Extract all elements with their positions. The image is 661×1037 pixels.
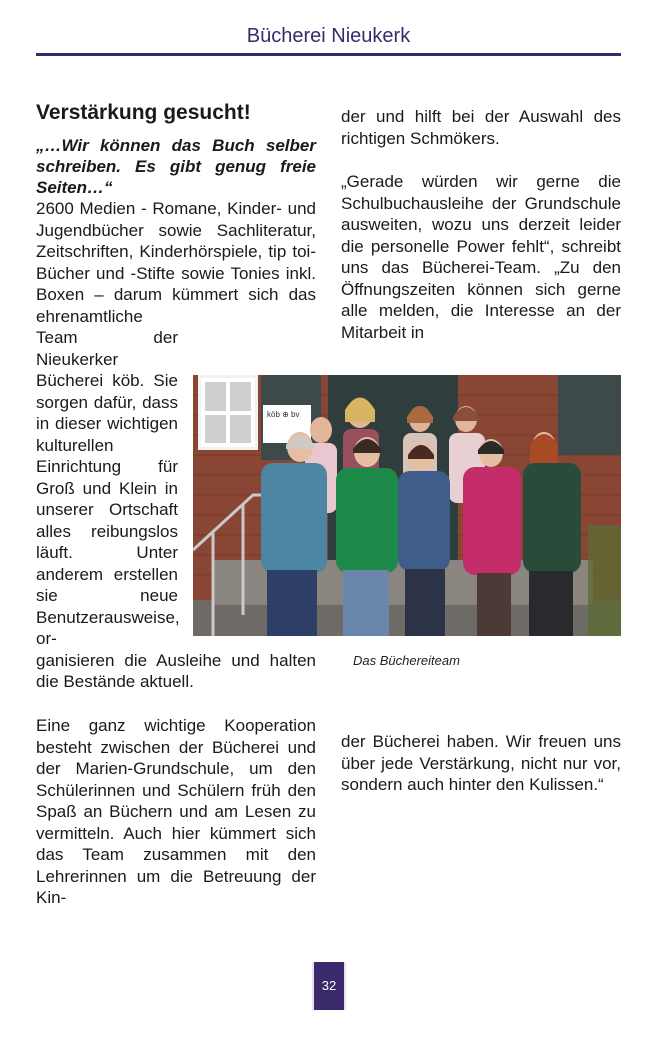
paragraph-2: Eine ganz wichtige Kooperation besteht zwischen der Bücherei und der Marien-Grundschule, um den Schülerinnen und Schülern früh den Spaß an Büchern und am Lesen zu vermitteln. Auch hier kümmert sich das Team zusammen mit den Lehrerinnen um die Betreuung der Kin- [36,716,316,907]
paragraph-1-narrow: Team der Nieukerker Bücherei köb. Sie sorgen dafür, dass in dieser wichtigen kulturellen Einrichtung für Groß und Klein in unserer Ortschaft alles reibungslos läuft. Unter anderem erstellen sie neue Benutzerausweise, or- [36,328,180,648]
article-title: Verstärkung gesucht! [36,101,251,124]
right-paragraph-2: „Gerade würden wir gerne die Schulbuchausleihe der Grundschule ausweiten, wozu uns derzeit leider die personelle Power fehlt“, schreibt uns das Bücherei-Team. „Zu den Öffnungszeiten können sich gerne alle melden, die Interesse an der Mitarbeit in [341,172,621,342]
team-photo [193,375,621,636]
page-header [36,20,621,56]
photo-sign-text: köb ⊕ bv [267,410,300,419]
right-paragraph-3: der Bücherei haben. Wir freuen uns über jede Verstärkung, nicht nur vor, sondern auch hinter den Kulissen.“ [341,732,621,794]
article-quote: „…Wir können das Buch selber schreiben. Es gibt genug freie Seiten…“ [36,136,316,197]
right-column-bottom [341,731,621,796]
paragraph-1-wide: 2600 Medien - Romane, Kinder- und Jugendbücher sowie Sachliteratur, Zeitschriften, Kinderhörspiele, tip toi-Bücher und -Stifte sowie Tonies inkl. Boxen – darum kümmert sich das ehrenamtliche [36,199,316,326]
paragraph-1-end: ganisieren die Ausleihe und halten die Bestände aktuell. [36,650,316,691]
page-number: 32 [312,962,346,1010]
right-column-top [341,106,621,343]
photo-caption: Das Büchereiteam [353,653,460,668]
right-paragraph-1: der und hilft bei der Auswahl des richtigen Schmökers. [341,107,621,148]
header-title: Bücherei Nieukerk [246,25,411,47]
left-column-bottom [36,715,316,909]
